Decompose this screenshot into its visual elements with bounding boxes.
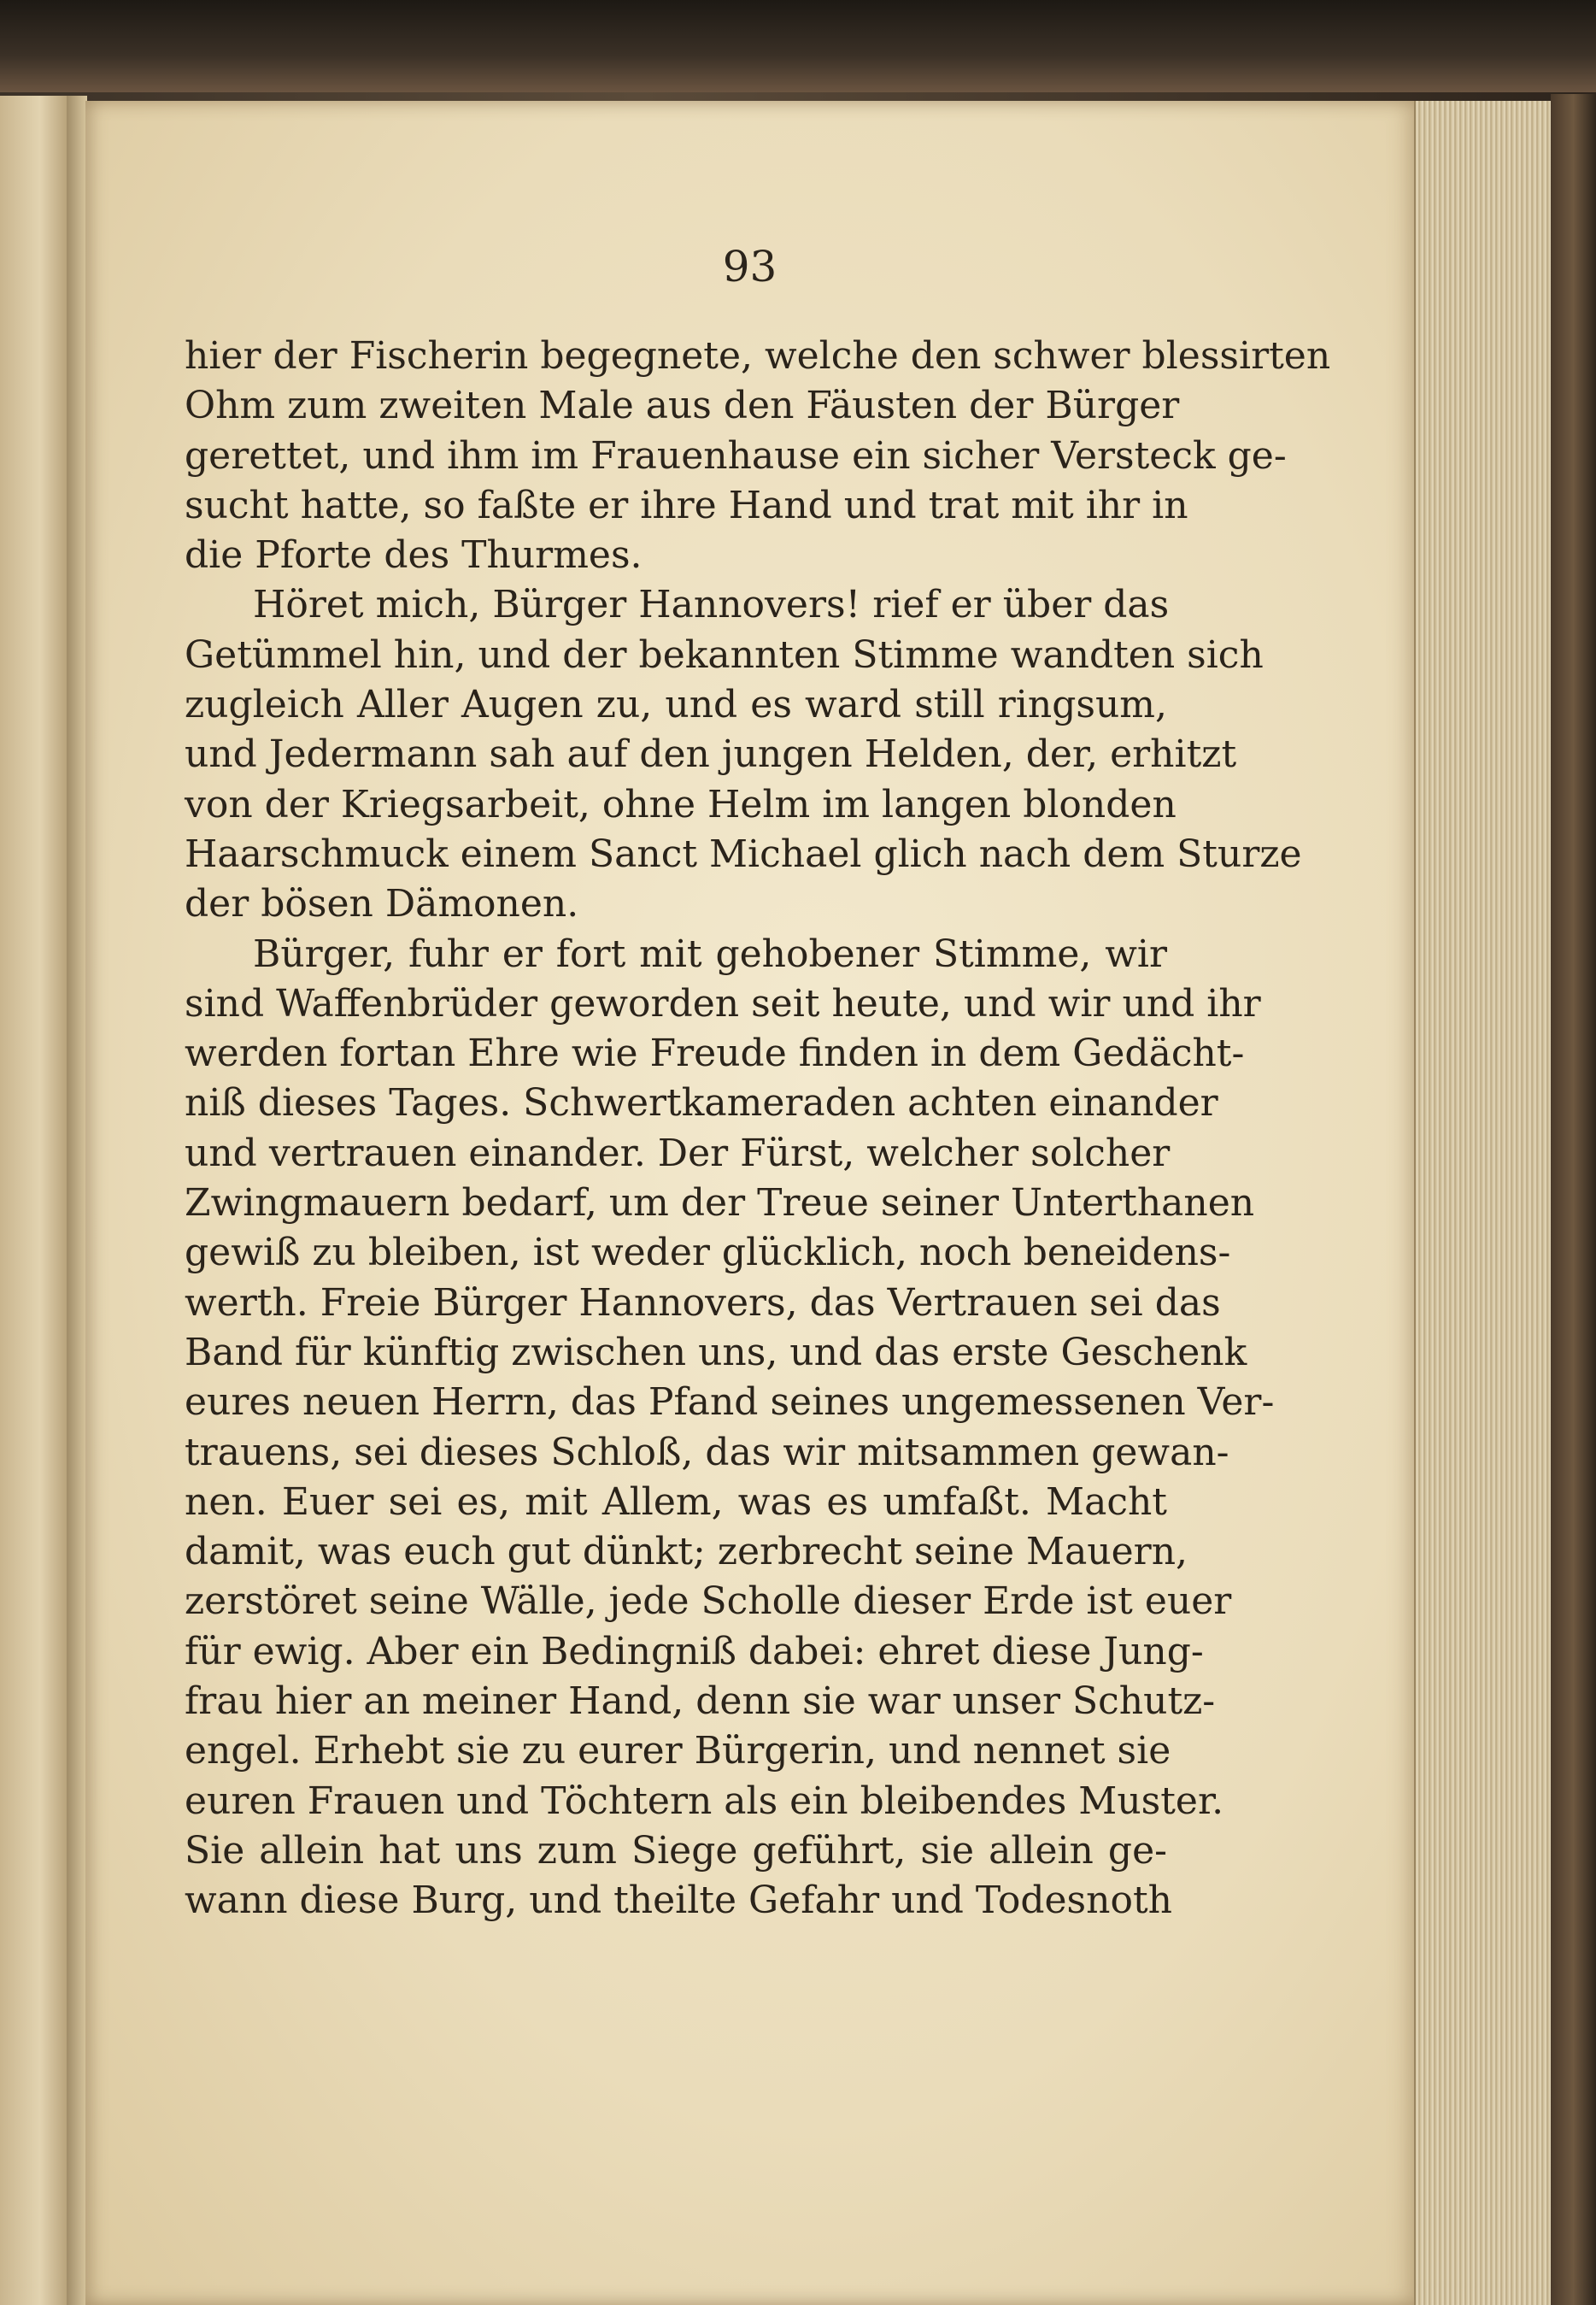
text-line: werden fortan Ehre wie Freude finden in dem Gedächt- (185, 1032, 1245, 1076)
text-line: Ohm zum zweiten Male aus den Fäusten der Bürger (185, 384, 1180, 428)
text-line: wann diese Burg, und theilte Gefahr und Todesnoth (185, 1879, 1172, 1923)
text-line: niß dieses Tages. Schwertkameraden achten einander (185, 1081, 1218, 1126)
text-line: der bösen Dämonen. (185, 882, 579, 926)
left-page-edge (0, 96, 68, 2305)
text-line: und vertrauen einander. Der Fürst, welcher solcher (185, 1131, 1171, 1175)
body-text (185, 332, 1331, 1926)
text-line: gewiß zu bleiben, ist weder glücklich, noch beneidens- (185, 1231, 1231, 1275)
text-line: die Pforte des Thurmes. (185, 533, 643, 578)
text-line: damit, was euch gut dünkt; zerbrecht seine Mauern, (185, 1530, 1188, 1574)
text-line: Zwingmauern bedarf, um der Treue seiner Unterthanen (185, 1181, 1255, 1226)
text-line: nen. Euer sei es, mit Allem, was es umfaßt. Macht (185, 1479, 1167, 1524)
text-line: Band für künftig zwischen uns, und das erste Geschenk (185, 1330, 1247, 1374)
top-shadow (0, 0, 1596, 92)
text-line: eures neuen Herrn, das Pfand seines ungemessenen Ver- (185, 1380, 1275, 1425)
text-line: engel. Erhebt sie zu eurer Bürgerin, und nennet sie (185, 1729, 1171, 1773)
text-line: Getümmel hin, und der bekannten Stimme wandten sich (185, 632, 1264, 677)
gutter (67, 96, 87, 2305)
cover-edge (1551, 94, 1596, 2305)
text-line: werth. Freie Bürger Hannovers, das Vertrauen sei das (185, 1280, 1221, 1325)
text-line: Höret mich, Bürger Hannovers! rief er über das (253, 583, 1170, 627)
text-line: zerstöret seine Wälle, jede Scholle dieser Erde ist euer (185, 1579, 1232, 1624)
text-line: euren Frauen und Töchtern als ein bleibendes Muster. (185, 1779, 1224, 1823)
text-line: sind Waffenbrüder geworden seit heute, und wir und ihr (185, 981, 1261, 1026)
text-line: trauens, sei dieses Schloß, das wir mitsammen gewan- (185, 1430, 1229, 1474)
text-line: hier der Fischerin begegnete, welche den schwer blessirten (185, 334, 1331, 378)
text-line: Bürger, fuhr er fort mit gehobener Stimme, wir (253, 932, 1167, 976)
text-line: Sie allein hat uns zum Siege geführt, sie allein ge- (185, 1828, 1167, 1873)
text-line: sucht hatte, so faßte er ihre Hand und trat mit ihr in (185, 483, 1188, 527)
text-line: frau hier an meiner Hand, denn sie war unser Schutz- (185, 1679, 1216, 1724)
text-line: und Jedermann sah auf den jungen Helden, der, erhitzt (185, 732, 1237, 777)
page-number: 93 (722, 242, 777, 291)
page-edges (1414, 101, 1552, 2305)
text-line: zugleich Aller Augen zu, und es ward still ringsum, (185, 683, 1167, 727)
text-line: Haarschmuck einem Sanct Michael glich nach dem Sturze (185, 832, 1302, 876)
text-line: von der Kriegsarbeit, ohne Helm im langen blonden (185, 782, 1176, 826)
text-line: für ewig. Aber ein Bedingniß dabei: ehret diese Jung- (185, 1629, 1204, 1673)
text-line: gerettet, und ihm im Frauenhause ein sicher Versteck ge- (185, 433, 1287, 478)
